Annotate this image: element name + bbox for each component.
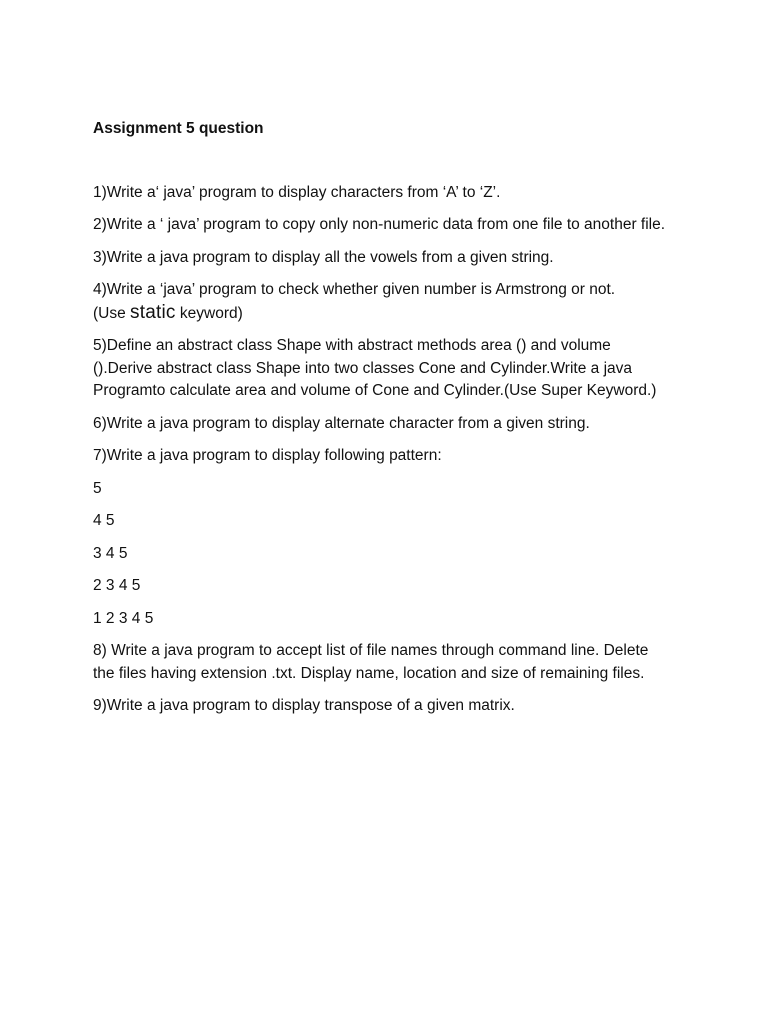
question-5: 5)Define an abstract class Shape with abstract methods area () and volume ().Derive abstract class Shape into two classes Cone and Cylinder.Write a java Programto calculate area and volume of Cone and Cylinder.(Use Super Keyword.) bbox=[93, 337, 657, 399]
question-3: 3)Write a java program to display all the vowels from a given string. bbox=[93, 248, 554, 266]
pattern-row-1: 5 bbox=[93, 479, 102, 497]
question-4 bbox=[93, 279, 673, 325]
question-6: 6)Write a java program to display alternate character from a given string. bbox=[93, 414, 590, 432]
pattern-row-4: 2 3 4 5 bbox=[93, 577, 141, 594]
pattern-row-3: 3 4 5 bbox=[93, 544, 128, 562]
question-1: 1)Write a‘ java’ program to display characters from ‘A’ to ‘Z’. bbox=[93, 183, 501, 201]
question-8: 8) Write a java program to accept list of file names through command line. Delete the files having extension .txt. Display name, location and size of remaining files. bbox=[93, 642, 649, 682]
question-4-suffix: keyword) bbox=[175, 304, 243, 322]
question-9: 9)Write a java program to display transpose of a given matrix. bbox=[93, 697, 515, 714]
question-4-prefix: (Use bbox=[93, 304, 131, 322]
pattern-row-5: 1 2 3 4 5 bbox=[93, 609, 154, 627]
document-body bbox=[93, 118, 673, 728]
question-4-keyword: static bbox=[130, 301, 176, 323]
question-7: 7)Write a java program to display following pattern: bbox=[93, 447, 442, 464]
question-2: 2)Write a ‘ java’ program to copy only non-numeric data from one file to another file. bbox=[93, 216, 666, 233]
document-title: Assignment 5 question bbox=[93, 120, 264, 137]
pattern-row-2: 4 5 bbox=[93, 512, 115, 529]
question-4-line-1: 4)Write a ‘java’ program to check whether given number is Armstrong or not. bbox=[93, 281, 616, 298]
